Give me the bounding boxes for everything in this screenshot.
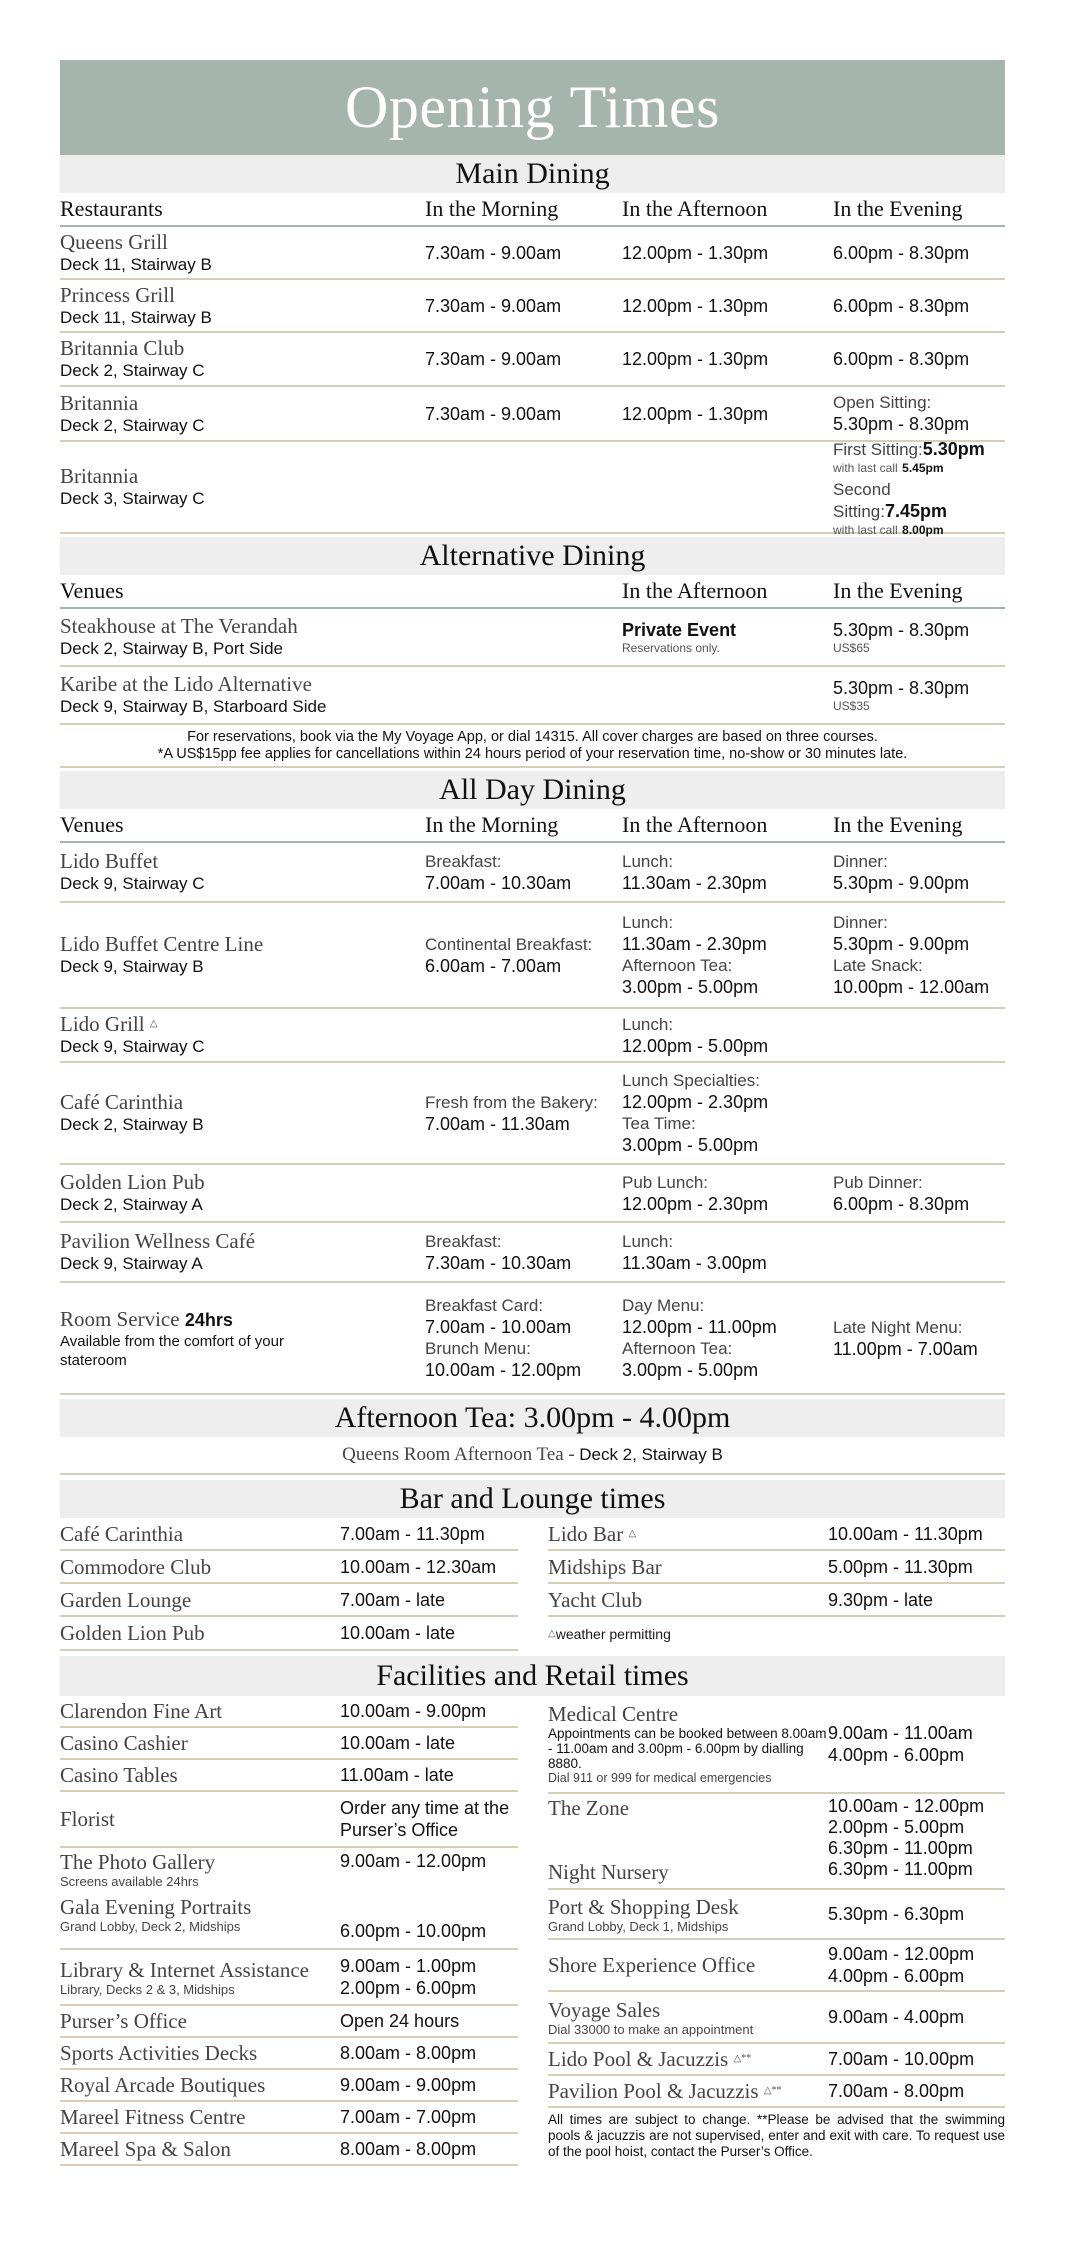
col-header: In the Afternoon — [622, 196, 768, 221]
meal-label: Pub Lunch: — [622, 1172, 709, 1192]
meal-label: Dinner: — [833, 851, 888, 871]
facility-time: 9.00am - 9.00pm — [340, 2075, 477, 2095]
facility-name: Florist — [60, 1807, 115, 1831]
evening-time: 5.30pm - 8.30pm — [833, 620, 970, 640]
evening-time: 6.00pm - 8.30pm — [833, 349, 970, 369]
reservation-notes — [60, 725, 1005, 768]
venue-name: Karibe at the Lido Alternative — [60, 672, 312, 696]
table-row — [60, 387, 1005, 442]
all-day-header-row — [60, 809, 1005, 843]
weather-triangle-icon: △** — [733, 2053, 752, 2064]
meal-time: 12.00pm - 2.30pm — [622, 1193, 769, 1214]
col-header: In the Evening — [833, 812, 963, 837]
cover-charge: US$65 — [833, 641, 870, 655]
bar-time: 9.30pm - late — [828, 1589, 934, 1610]
bars-table — [60, 1518, 1005, 1651]
first-sitting-label: First Sitting: — [833, 439, 923, 459]
col-header: In the Morning — [425, 196, 559, 221]
facility-time: 6.00pm - 10.00pm — [340, 1921, 487, 1941]
venue-location: Deck 9, Stairway A — [60, 1254, 203, 1273]
meal-label: Lunch: — [622, 851, 674, 871]
facility-subtext: Library, Decks 2 & 3, Midships — [60, 1981, 235, 1997]
facility-name: Library & Internet Assistance — [60, 1957, 310, 1982]
meal-time: 12.00pm - 11.00pm — [622, 1317, 777, 1337]
section-heading-afternoon-tea: Afternoon Tea: 3.00pm - 4.00pm — [60, 1399, 1005, 1437]
bar-time: 5.00pm - 11.30pm — [828, 1556, 973, 1577]
evening-time: 5.30pm - 8.30pm — [833, 678, 970, 698]
venue-name: Britannia — [60, 464, 139, 488]
bar-time: 10.00am - 12.30am — [340, 1556, 497, 1577]
facility-time: Open 24 hours — [340, 2011, 460, 2031]
room-service-hours: 24hrs — [184, 1309, 233, 1330]
evening-time: 6.00pm - 8.30pm — [833, 295, 970, 316]
weather-footnote — [548, 1617, 1005, 1651]
bar-name: Lido Bar — [548, 1521, 624, 1546]
facility-time: 4.00pm - 6.00pm — [828, 1745, 965, 1765]
morning-time: 7.30am - 9.00am — [425, 295, 562, 316]
meal-label: Pub Dinner: — [833, 1172, 923, 1192]
meal-label: Breakfast: — [425, 851, 502, 871]
facility-time: 7.00am - 10.00pm — [828, 2049, 975, 2069]
facility-name: Port & Shopping Desk — [548, 1894, 739, 1919]
section-heading-all-day-dining: All Day Dining — [60, 771, 1005, 809]
facility-name: Medical Centre — [548, 1702, 679, 1726]
afternoon-tea-venue-name: Queens Room Afternoon Tea - — [342, 1444, 575, 1465]
second-sitting-label: Second Sitting: — [833, 479, 891, 521]
table-row — [60, 1009, 1005, 1063]
table-row — [60, 667, 1005, 725]
venue-name: Britannia Club — [60, 336, 185, 360]
facility-name: Shore Experience Office — [548, 1953, 756, 1977]
facility-name: Voyage Sales — [548, 1997, 661, 2022]
meal-label: Brunch Menu: — [425, 1339, 531, 1358]
meal-time: 3.00pm - 5.00pm — [622, 1360, 759, 1380]
venue-name: Lido Grill — [60, 1012, 145, 1036]
meal-label: Lunch: — [622, 913, 674, 932]
meal-label: Day Menu: — [622, 1296, 705, 1315]
venue-name: Pavilion Wellness Café — [60, 1229, 256, 1253]
cover-charge: US$35 — [833, 699, 870, 713]
venue-location: Deck 11, Stairway B — [60, 254, 212, 274]
meal-time: 5.30pm - 9.00pm — [833, 872, 970, 893]
section-heading-facilities: Facilities and Retail times — [60, 1656, 1005, 1696]
facility-time: 5.30pm - 6.30pm — [828, 1904, 965, 1924]
venue-location: Deck 9, Stairway B — [60, 957, 204, 976]
facility-name: Mareel Spa & Salon — [60, 2137, 231, 2161]
col-header: In the Evening — [833, 578, 963, 603]
page-title: Opening Times — [60, 60, 1005, 155]
footnote-text: weather permitting — [555, 1626, 671, 1642]
section-heading-bars: Bar and Lounge times — [60, 1480, 1005, 1518]
section-heading-alternative-dining: Alternative Dining — [60, 537, 1005, 575]
venue-location: Deck 2, Stairway C — [60, 415, 205, 435]
second-sitting-time: 7.45pm — [884, 500, 948, 521]
meal-label: Tea Time: — [622, 1114, 696, 1133]
venue-location: Deck 9, Stairway B, Starboard Side — [60, 697, 327, 716]
meal-time: 7.00am - 10.00am — [425, 1317, 572, 1337]
first-sitting-time: 5.30pm — [922, 438, 985, 459]
facility-name: Night Nursery — [548, 1860, 669, 1884]
medical-row — [548, 1696, 1005, 1794]
facility-time: 10.00am - late — [340, 1733, 456, 1753]
facility-time: 6.30pm - 11.00pm — [828, 1838, 973, 1858]
facility-time: 9.00am - 12.00pm — [340, 1851, 487, 1871]
morning-time: 7.30am - 9.00am — [425, 403, 562, 424]
facility-name: The Photo Gallery — [60, 1850, 216, 1874]
meal-label: Lunch: — [622, 1231, 674, 1251]
venue-name: Princess Grill — [60, 282, 175, 307]
last-call-time: 5.45pm — [902, 460, 944, 475]
table-row — [60, 609, 1005, 667]
facility-name: Casino Tables — [60, 1763, 178, 1787]
evening-label: Open Sitting: — [833, 393, 932, 412]
venue-location: Deck 2, Stairway B, Port Side — [60, 639, 283, 658]
photo-row — [60, 1848, 518, 1950]
meal-time: 11.30am - 3.00pm — [622, 1252, 767, 1273]
facilities-right-column — [548, 1696, 1005, 2160]
venue-location: Deck 2, Stairway A — [60, 1195, 203, 1214]
venue-name: Lido Buffet Centre Line — [60, 932, 264, 956]
bar-name: Midships Bar — [548, 1554, 662, 1579]
meal-time: 11.00pm - 7.00am — [833, 1338, 978, 1359]
zone-row — [548, 1794, 1005, 1890]
medical-appointment-note: Appointments can be booked between 8.00am - 11.00am and 3.00pm - 6.00pm by dialling 8880. — [548, 1726, 827, 1771]
facility-name: Purser’s Office — [60, 2009, 187, 2033]
weather-triangle-icon: △ — [149, 1018, 158, 1029]
bar-time: 10.00am - 11.30pm — [828, 1523, 983, 1544]
facility-time: 11.00am - late — [340, 1765, 454, 1785]
venue-name: Queens Grill — [60, 229, 168, 254]
facility-name: Casino Cashier — [60, 1731, 188, 1755]
afternoon-time: 12.00pm - 1.30pm — [622, 242, 769, 263]
meal-label: Afternoon Tea: — [622, 1339, 733, 1358]
evening-time: 6.00pm - 8.30pm — [833, 242, 970, 263]
facility-name: Gala Evening Portraits — [60, 1895, 252, 1919]
venue-location: Deck 11, Stairway B — [60, 307, 212, 327]
medical-emergency-note: Dial 911 or 999 for medical emergencies — [548, 1771, 772, 1785]
bar-name: Garden Lounge — [60, 1587, 192, 1612]
col-header: In the Morning — [425, 812, 559, 837]
table-row — [60, 438, 1005, 537]
facility-time: 2.00pm - 6.00pm — [340, 1978, 477, 1998]
meal-label: Late Snack: — [833, 956, 923, 975]
meal-label: Afternoon Tea: — [622, 956, 733, 975]
meal-time: 7.30am - 10.30am — [425, 1252, 572, 1273]
pool-disclaimer: All times are subject to change. **Please be advised that the swimming pools & jacuzzis are not supervised, enter and exit with care. To request use of the pool hoist, contact the Purser’s Office. — [548, 2112, 1005, 2159]
main-dining-header-row — [60, 193, 1005, 227]
meal-time: 12.00pm - 2.30pm — [622, 1092, 769, 1112]
meal-label: Fresh from the Bakery: — [425, 1092, 598, 1112]
facility-time: 7.00am - 8.00pm — [828, 2081, 965, 2101]
table-row — [60, 1165, 1005, 1223]
meal-time: 11.30am - 2.30pm — [622, 872, 767, 893]
morning-time: 7.30am - 9.00am — [425, 349, 562, 369]
table-row — [60, 1223, 1005, 1283]
meal-time: 7.00am - 10.30am — [425, 872, 572, 893]
col-header: Restaurants — [60, 196, 163, 221]
afternoon-time: 12.00pm - 1.30pm — [622, 403, 769, 424]
bars-left-column — [60, 1518, 518, 1651]
bar-time: 10.00am - late — [340, 1623, 456, 1643]
facility-subtext: Grand Lobby, Deck 2, Midships — [60, 1919, 241, 1934]
facility-time: 10.00am - 9.00pm — [340, 1701, 487, 1721]
facility-time: 6.30pm - 11.00pm — [828, 1859, 973, 1879]
bars-right-column — [548, 1518, 1005, 1651]
meal-label: Dinner: — [833, 913, 888, 932]
col-header: Venues — [60, 578, 124, 603]
bar-time: 7.00am - late — [340, 1589, 446, 1610]
weather-triangle-icon: △** — [763, 2085, 782, 2096]
meal-label: Continental Breakfast: — [425, 934, 593, 954]
afternoon-tea-location: Deck 2, Stairway B — [579, 1445, 723, 1464]
bar-name: Yacht Club — [548, 1587, 643, 1612]
venue-location: Deck 3, Stairway C — [60, 489, 205, 508]
bar-name: Commodore Club — [60, 1554, 212, 1579]
meal-label: Lunch: — [622, 1014, 674, 1034]
cancellation-note-line: *A US$15pp fee applies for cancellations within 24 hours period of your reservation time, no-show or 30 minutes late. — [157, 746, 908, 762]
venue-location: Available from the comfort of your stateroom — [60, 1332, 284, 1369]
facility-name: Clarendon Fine Art — [60, 1699, 223, 1723]
facility-time: 8.00am - 8.00pm — [340, 2043, 477, 2063]
meal-time: 6.00pm - 8.30pm — [833, 1193, 970, 1214]
facility-time: 9.00am - 4.00pm — [828, 2007, 965, 2027]
meal-label: Breakfast Card: — [425, 1296, 544, 1315]
table-row — [60, 1283, 1005, 1395]
meal-label: Late Night Menu: — [833, 1317, 963, 1337]
table-row — [60, 843, 1005, 903]
venue-name: Britannia — [60, 390, 139, 415]
facility-subtext: Dial 33000 to make an appointment — [548, 2021, 754, 2037]
venue-name: Steakhouse at The Verandah — [60, 614, 298, 638]
last-call-time: 8.00pm — [902, 522, 944, 537]
table-row — [60, 1063, 1005, 1165]
meal-label: Lunch Specialties: — [622, 1071, 760, 1090]
col-header: In the Afternoon — [622, 812, 768, 837]
afternoon-tea-venue — [60, 1437, 1005, 1475]
facility-time: 2.00pm - 5.00pm — [828, 1817, 965, 1837]
facilities-table — [60, 1696, 1005, 2166]
facility-name: Mareel Fitness Centre — [60, 2105, 246, 2129]
meal-time: 6.00am - 7.00am — [425, 955, 562, 976]
last-call-label: with last call — [833, 522, 898, 537]
bar-name: Golden Lion Pub — [60, 1621, 205, 1645]
venue-name: Café Carinthia — [60, 1090, 184, 1114]
facility-subtext: Grand Lobby, Deck 1, Midships — [548, 1918, 729, 1934]
facility-time: 10.00am - 12.00pm — [828, 1796, 985, 1816]
bar-time: 7.00am - 11.30pm — [340, 1523, 485, 1544]
facility-time: 4.00pm - 6.00pm — [828, 1966, 965, 1986]
opening-times-sheet — [60, 60, 1005, 2166]
col-header: Venues — [60, 812, 124, 837]
bar-name: Café Carinthia — [60, 1521, 184, 1546]
facility-subtext: Screens available 24hrs — [60, 1874, 199, 1889]
facilities-left-column — [60, 1696, 518, 2166]
section-heading-main-dining: Main Dining — [60, 155, 1005, 193]
evening-time: 5.30pm - 8.30pm — [833, 414, 970, 434]
morning-time: 7.30am - 9.00am — [425, 242, 562, 263]
weather-triangle-icon: △ — [548, 1628, 556, 1639]
venue-name: Room Service — [60, 1306, 180, 1331]
facility-name: Sports Activities Decks — [60, 2041, 258, 2065]
private-event: Private Event — [622, 620, 737, 640]
venue-name: Lido Buffet — [60, 849, 159, 873]
table-row — [60, 280, 1005, 333]
facility-name: Pavilion Pool & Jacuzzis — [548, 2079, 759, 2103]
facility-time: 9.00am - 12.00pm — [828, 1944, 975, 1964]
venue-name: Golden Lion Pub — [60, 1170, 205, 1194]
alt-dining-header-row — [60, 575, 1005, 609]
venue-location: Deck 9, Stairway C — [60, 874, 205, 893]
facility-name: The Zone — [548, 1796, 630, 1820]
col-header: In the Evening — [833, 196, 963, 221]
weather-triangle-icon: △ — [628, 1527, 637, 1539]
table-row — [60, 227, 1005, 280]
meal-time: 10.00am - 12.00pm — [425, 1360, 582, 1380]
afternoon-time: 12.00pm - 1.30pm — [622, 349, 769, 369]
facility-name: Lido Pool & Jacuzzis — [548, 2047, 729, 2071]
facility-time: 8.00am - 8.00pm — [340, 2139, 477, 2159]
facility-time: Order any time at the Purser’s Office — [340, 1798, 510, 1840]
reservation-note: Reservations only. — [622, 641, 720, 655]
facility-name: Royal Arcade Boutiques — [60, 2073, 266, 2097]
venue-location: Deck 2, Stairway B — [60, 1115, 204, 1134]
meal-time: 10.00pm - 12.00am — [833, 977, 990, 997]
last-call-label: with last call — [833, 460, 898, 475]
meal-label: Breakfast: — [425, 1231, 502, 1251]
venue-location: Deck 2, Stairway C — [60, 361, 205, 380]
table-row — [60, 903, 1005, 1009]
table-row — [60, 333, 1005, 387]
meal-time: 3.00pm - 5.00pm — [622, 1135, 759, 1155]
meal-time: 3.00pm - 5.00pm — [622, 977, 759, 997]
facility-time: 7.00am - 7.00pm — [340, 2107, 477, 2127]
facility-time: 9.00am - 1.00pm — [340, 1956, 477, 1976]
venue-location: Deck 9, Stairway C — [60, 1037, 205, 1056]
facility-time: 9.00am - 11.00am — [828, 1723, 973, 1743]
reservation-note-line: For reservations, book via the My Voyage App, or dial 14315. All cover charges are based on three courses. — [187, 729, 878, 745]
meal-time: 11.30am - 2.30pm — [622, 934, 767, 954]
col-header: In the Afternoon — [622, 578, 768, 603]
afternoon-time: 12.00pm - 1.30pm — [622, 295, 769, 316]
meal-time: 5.30pm - 9.00pm — [833, 934, 970, 954]
meal-time: 7.00am - 11.30am — [425, 1113, 570, 1134]
meal-time: 12.00pm - 5.00pm — [622, 1035, 769, 1056]
